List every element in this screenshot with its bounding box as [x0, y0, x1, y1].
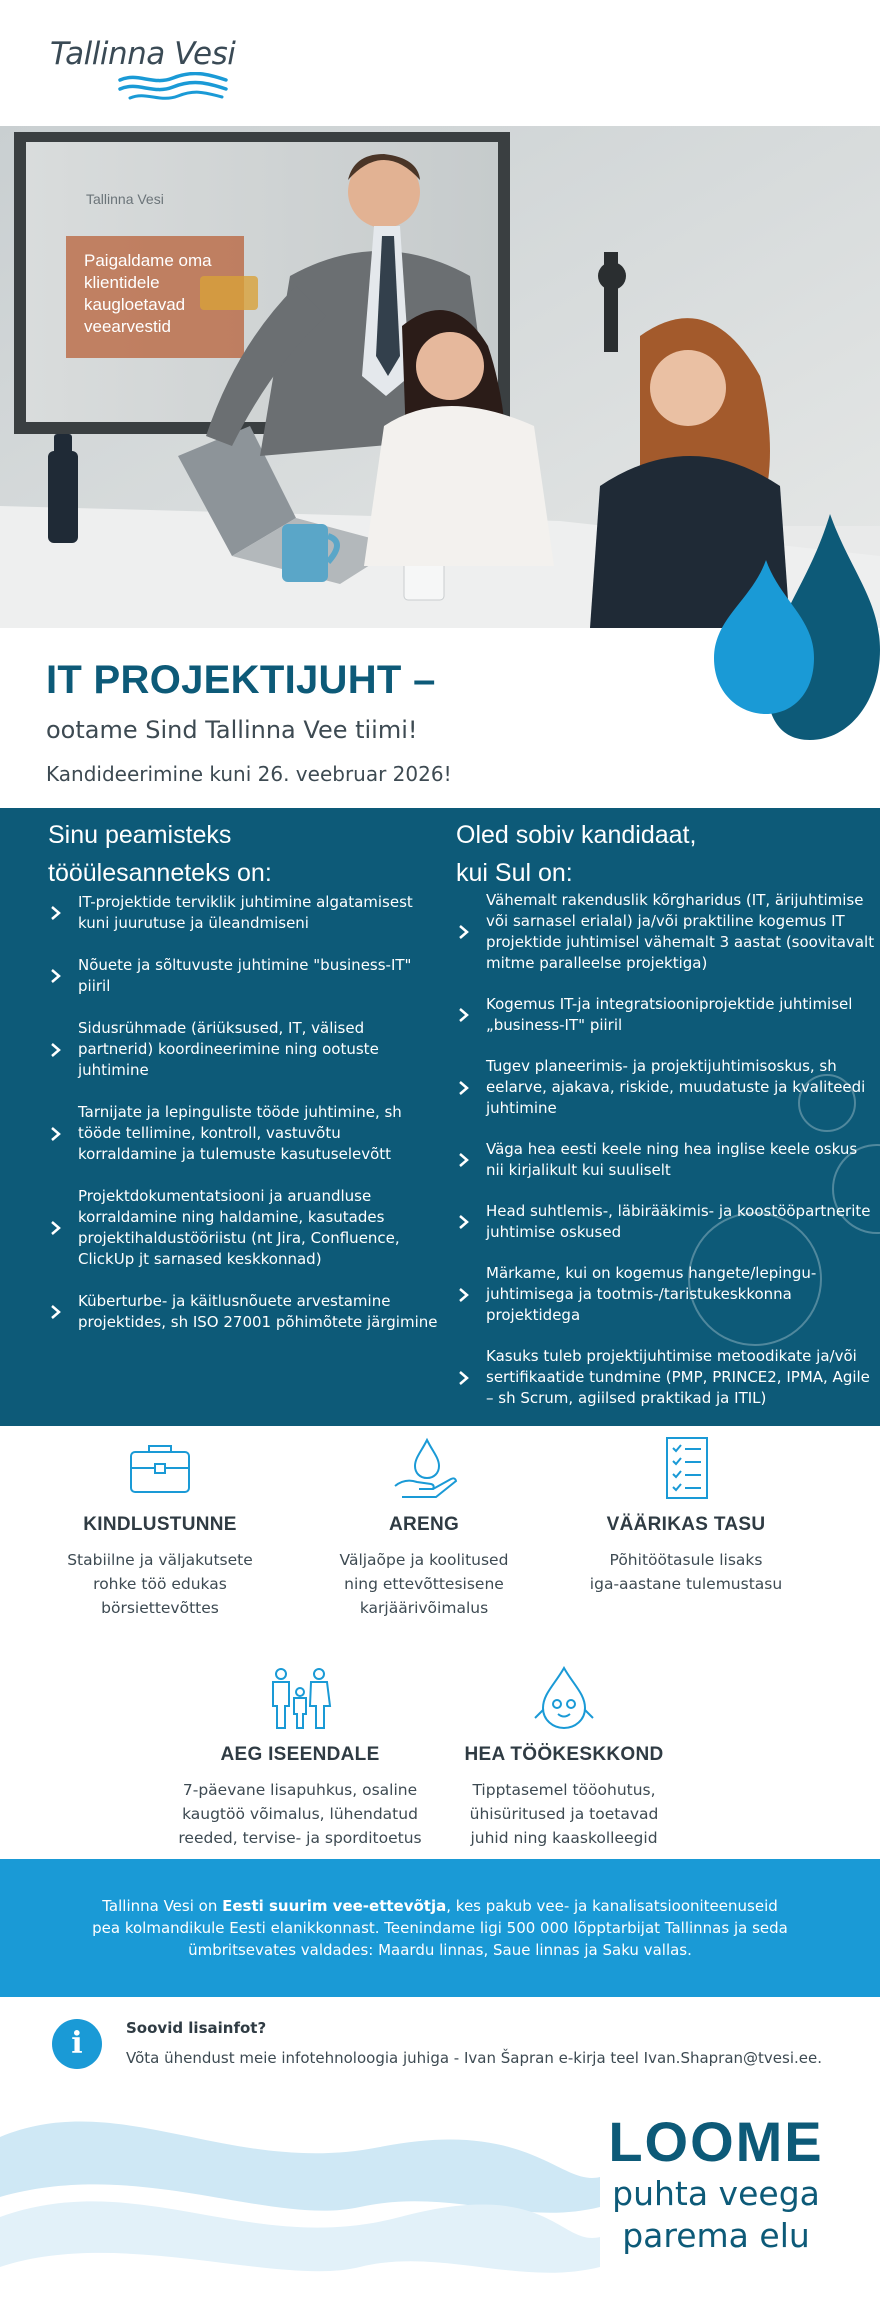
- tasks-heading-line2: tööülesanneteks on:: [48, 859, 272, 887]
- checklist-icon: [651, 1436, 721, 1500]
- contact-heading: Soovid lisainfot?: [126, 2019, 267, 2037]
- about-text-part1: Tallinna Vesi on: [102, 1897, 223, 1915]
- benefit-work-environment: [434, 1666, 694, 1850]
- chevron-right-icon: [456, 1152, 472, 1168]
- slogan: [586, 2111, 846, 2257]
- requirements-heading-line2: kui Sul on:: [456, 859, 573, 887]
- tasks-list: [48, 892, 438, 1354]
- list-item: [48, 1102, 438, 1165]
- screen-line: veearvestid: [84, 317, 171, 336]
- requirement-text: Head suhtlemis-, läbirääkimis- ja koostööpartnerite juhtimise oskused: [486, 1202, 871, 1241]
- logo-waves-icon: [118, 72, 228, 102]
- list-item: [456, 890, 876, 974]
- chevron-right-icon: [48, 968, 64, 984]
- benefit-line: iga-aastane tulemustasu: [589, 1575, 783, 1593]
- benefit-description: [434, 1778, 694, 1850]
- drop-mascot-icon: [529, 1666, 599, 1730]
- logo-text: Tallinna Vesi: [50, 36, 236, 72]
- chevron-right-icon: [456, 1007, 472, 1023]
- requirement-text: Väga hea eesti keele ning hea inglise keele oskus nii kirjalikult kui suuliselt: [486, 1140, 858, 1179]
- company-info-band: [0, 1859, 880, 1997]
- screen-line: Paigaldame oma: [84, 251, 212, 270]
- benefit-line: Põhitöötasule lisaks: [609, 1551, 763, 1569]
- benefit-free-time: [170, 1666, 430, 1850]
- contact-section: [0, 1997, 880, 2310]
- benefit-line: reeded, tervise- ja sporditoetus: [178, 1829, 422, 1847]
- task-text: Projektdokumentatsiooni ja aruandluse korraldamine ning haldamine, kasutades projektihaldustööriistu (nt Jira, Confluence, ClickUp jt sarnased keskkonnad): [78, 1187, 400, 1268]
- chevron-right-icon: [456, 1287, 472, 1303]
- screen-line: kaugloetavad: [84, 295, 186, 314]
- requirement-text: Kasuks tuleb projektijuhtimise metoodikate ja/või sertifikaatide tundmine (PMP, PRINCE2, IPMA, Agile – sh Scrum, agiilsed praktikad ja ITIL): [486, 1347, 870, 1407]
- list-item: [48, 1018, 438, 1081]
- job-subtitle: ootame Sind Tallinna Vee tiimi!: [46, 716, 418, 744]
- list-item: [48, 1291, 438, 1333]
- benefit-description: [30, 1548, 290, 1620]
- chevron-right-icon: [48, 1126, 64, 1142]
- benefits-section: [0, 1426, 880, 1859]
- benefit-description: [556, 1548, 816, 1596]
- chevron-right-icon: [456, 1370, 472, 1386]
- application-deadline: Kandideerimine kuni 26. veebruar 2026!: [46, 762, 452, 786]
- job-title: IT PROJEKTIJUHT –: [46, 658, 436, 702]
- chevron-right-icon: [456, 1080, 472, 1096]
- requirement-text: Kogemus IT-ja integratsiooniprojektide juhtimisel „business-IT" piiril: [486, 995, 853, 1034]
- list-item: [48, 955, 438, 997]
- about-text-bold: Eesti suurim vee-ettevõtja: [222, 1897, 447, 1915]
- benefit-line: 7-päevane lisapuhkus, osaline: [182, 1781, 418, 1799]
- chevron-right-icon: [456, 924, 472, 940]
- slogan-line2: parema elu: [622, 2216, 810, 2255]
- chevron-right-icon: [48, 1042, 64, 1058]
- task-text: Küberturbe- ja käitlusnõuete arvestamine projektides, sh ISO 27001 põhimõtete järgimine: [78, 1292, 438, 1331]
- decorative-waves: [0, 2097, 600, 2310]
- requirements-heading: [456, 816, 696, 892]
- benefit-description: [294, 1548, 554, 1620]
- chevron-right-icon: [456, 1214, 472, 1230]
- list-item: [456, 1201, 876, 1243]
- benefit-line: börsiettevõttes: [101, 1599, 219, 1617]
- requirement-text: Tugev planeerimis- ja projektijuhtimisoskus, sh eelarve, ajakava, riskide, muudatuste ja kvaliteedi juhtimine: [486, 1057, 866, 1117]
- chevron-right-icon: [48, 1304, 64, 1320]
- benefit-title: VÄÄRIKAS TASU: [606, 1514, 766, 1535]
- benefit-title: KINDLUSTUNNE: [83, 1514, 237, 1535]
- info-icon: i: [52, 2019, 102, 2069]
- briefcase-icon: [125, 1436, 195, 1500]
- benefit-title: ARENG: [388, 1514, 460, 1535]
- list-item: [456, 1263, 876, 1326]
- requirement-text: Vähemalt rakenduslik kõrgharidus (IT, ärijuhtimise või sarnasel erialal) ja/või praktiline kogemus IT projektide juhtimisel vähemalt 3 aastat (soovitavalt mitme paralleelse projektiga): [486, 891, 875, 972]
- task-text: Sidusrühmade (äriüksused, IT, välised partnerid) koordineerimine ning ootuste juhtimine: [78, 1019, 379, 1079]
- benefit-line: ühisüritused ja toetavad: [469, 1805, 659, 1823]
- benefit-development: [294, 1436, 554, 1620]
- screen-line: klientidele: [84, 273, 160, 292]
- requirements-list: [456, 890, 876, 1426]
- tasks-heading-line1: Sinu peamisteks: [48, 821, 232, 849]
- list-item: [456, 994, 876, 1036]
- requirements-heading-line1: Oled sobiv kandidaat,: [456, 821, 697, 849]
- list-item: [48, 892, 438, 934]
- benefit-title: HEA TÖÖKESKKOND: [464, 1744, 664, 1765]
- benefit-line: karjäärivõimalus: [359, 1599, 489, 1617]
- benefit-line: rohke töö edukas: [93, 1575, 227, 1593]
- benefit-title: AEG ISEENDALE: [220, 1744, 380, 1765]
- water-drop-hand-icon: [389, 1436, 459, 1500]
- benefit-line: Stabiilne ja väljakutsete: [67, 1551, 253, 1569]
- benefit-security: [30, 1436, 290, 1620]
- water-drops-icon: [700, 500, 880, 750]
- chevron-right-icon: [48, 1220, 64, 1236]
- task-text: Nõuete ja sõltuvuste juhtimine "business-IT" piiril: [78, 956, 412, 995]
- chevron-right-icon: [48, 905, 64, 921]
- benefit-line: ning ettevõttesisene: [344, 1575, 504, 1593]
- details-section: [0, 808, 880, 1426]
- task-text: Tarnijate ja lepinguliste tööde juhtimine, sh tööde tellimine, kontroll, vastuvõtu korraldamine ja tulemuste kasutuselevõtt: [78, 1103, 402, 1163]
- list-item: [48, 1186, 438, 1270]
- header: [0, 0, 880, 126]
- requirement-text: Märkame, kui on kogemus hangete/lepingu-juhtimisega ja tootmis-/taristukeskkonna projektidega: [486, 1264, 817, 1324]
- contact-text: Võta ühendust meie infotehnoloogia juhiga - Ivan Šapran e-kirja teel Ivan.Shapran@tvesi.ee.: [126, 2049, 823, 2067]
- screen-brand: Tallinna Vesi: [86, 191, 164, 207]
- company-logo: [50, 36, 250, 106]
- list-item: [456, 1139, 876, 1181]
- benefit-line: juhid ning kaaskolleegid: [470, 1829, 658, 1847]
- benefit-salary: [556, 1436, 816, 1596]
- tasks-heading: [48, 816, 272, 892]
- list-item: [456, 1056, 876, 1119]
- benefit-line: kaugtöö võimalus, lühendatud: [182, 1805, 418, 1823]
- slogan-line1: puhta veega: [612, 2174, 820, 2213]
- benefit-line: Tipptasemel tööohutus,: [472, 1781, 656, 1799]
- about-text-part2: , kes pakub vee- ja kanalisatsiooniteenuseid pea kolmandikule Eesti elanikkonnast. Teenindame ligi 500 000 lõpptarbijat Tallinnas ja seda ümbritsevates valdades: Maardu linnas, Saue linnas ja Saku vallas.: [92, 1897, 788, 1959]
- family-icon: [265, 1666, 335, 1730]
- benefit-description: [170, 1778, 430, 1850]
- list-item: [456, 1346, 876, 1409]
- benefit-line: Väljaõpe ja koolitused: [339, 1551, 509, 1569]
- slogan-word: LOOME: [608, 2110, 824, 2173]
- task-text: IT-projektide terviklik juhtimine algatamisest kuni juurutuse ja üleandmiseni: [78, 893, 413, 932]
